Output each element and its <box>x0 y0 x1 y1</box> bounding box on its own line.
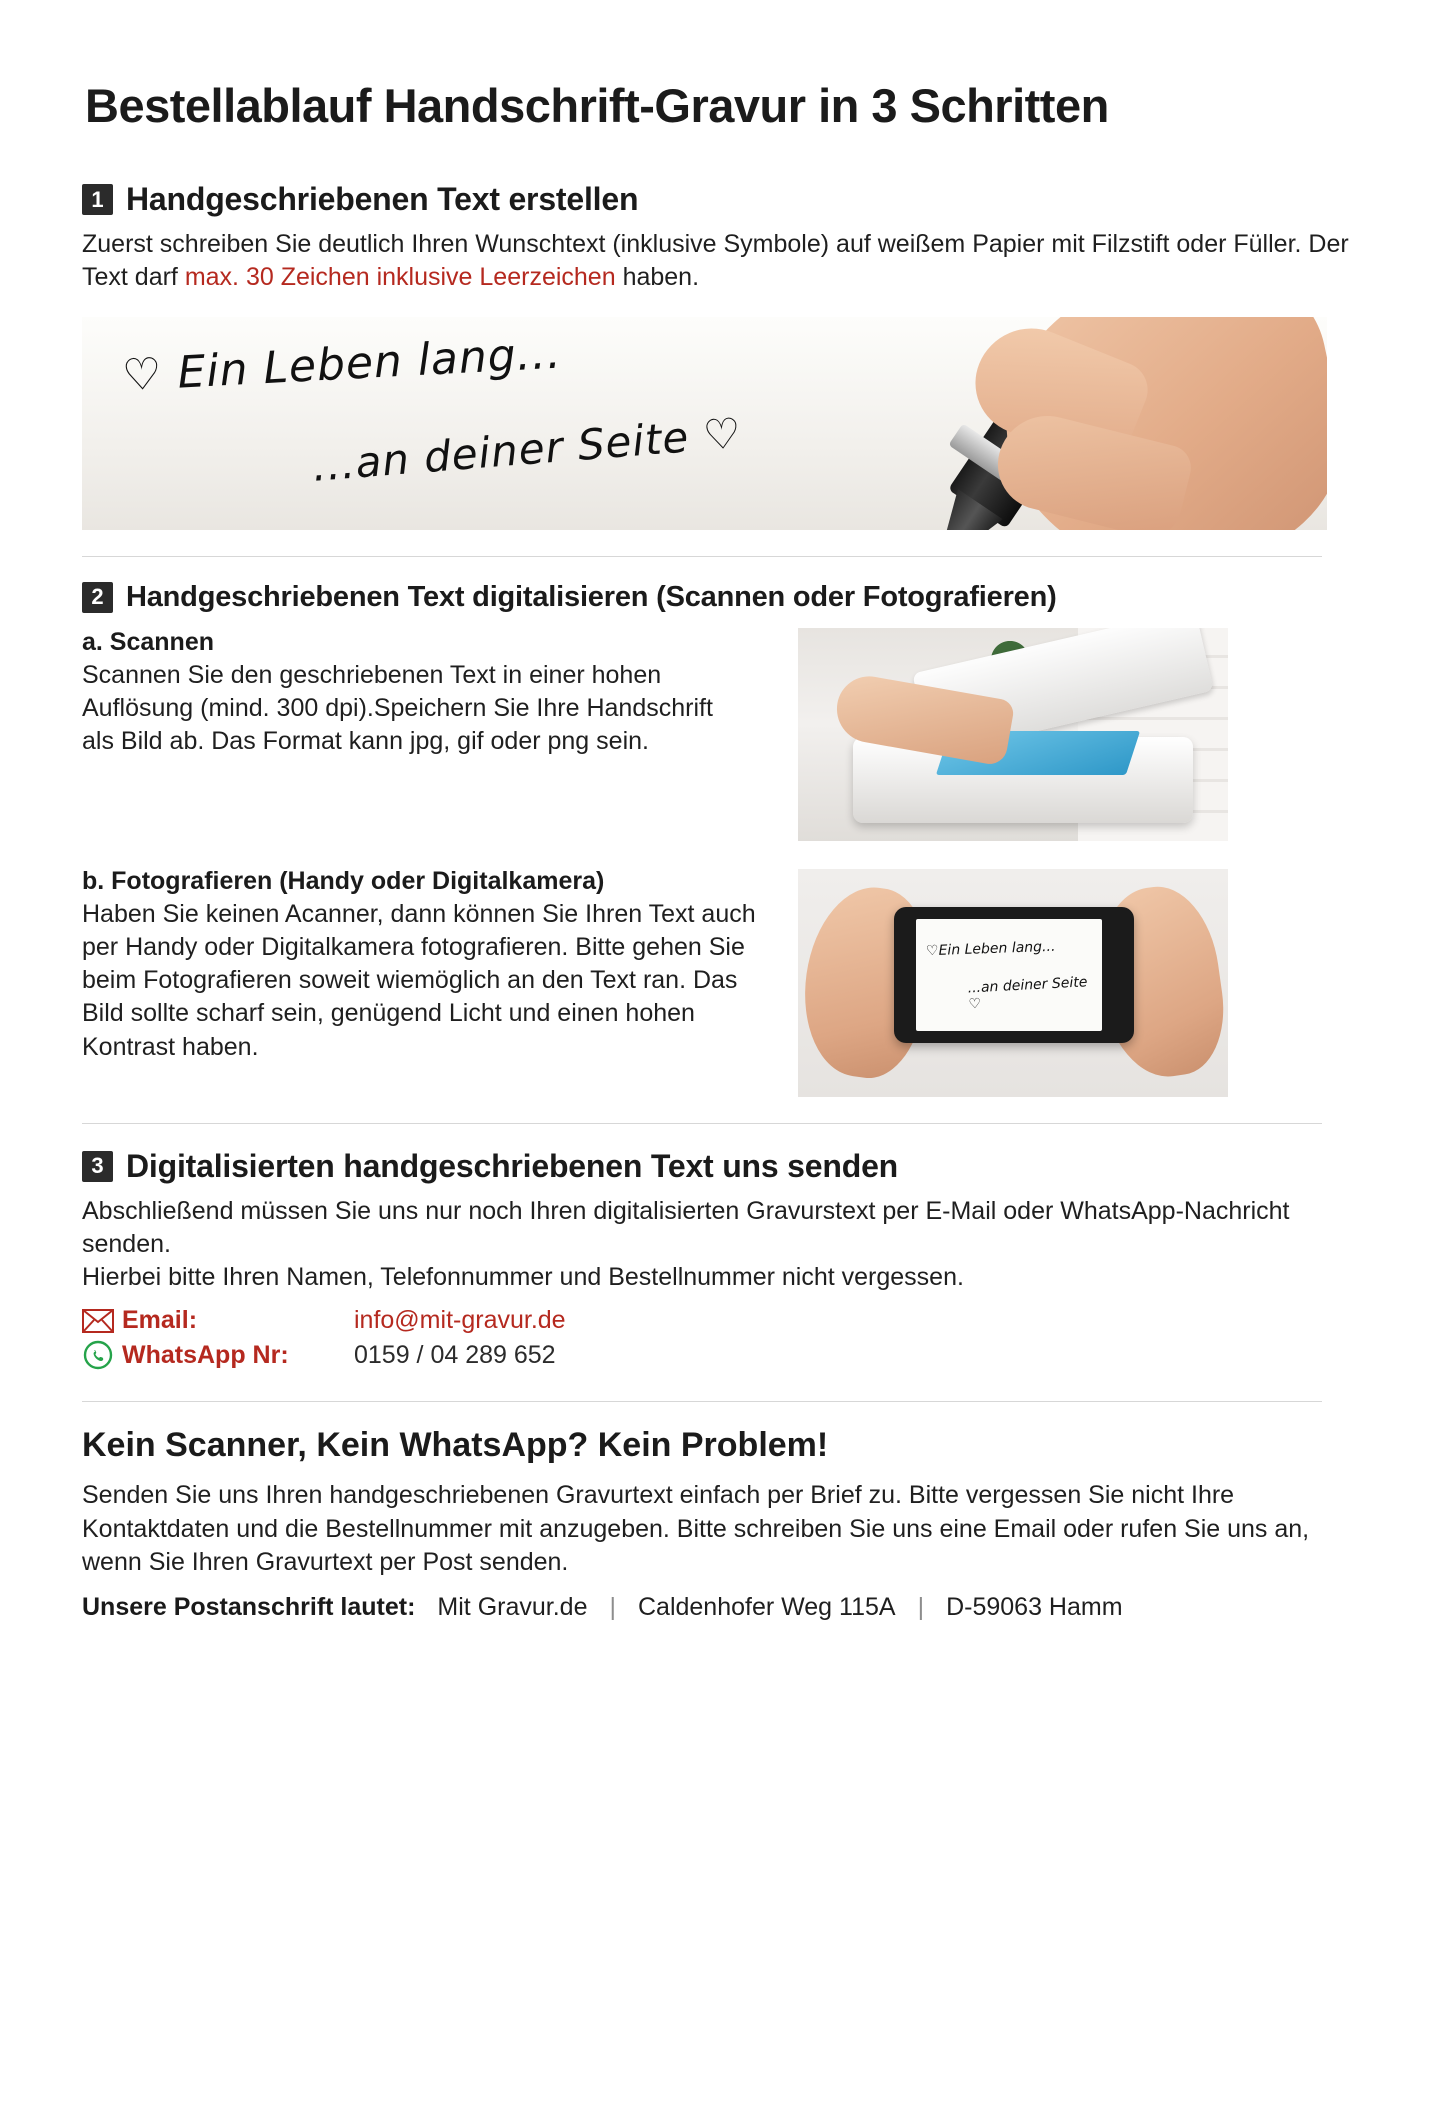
contact-row-email[interactable] <box>82 1306 1385 1335</box>
divider-3 <box>82 1401 1322 1402</box>
step-2-photo-block <box>78 863 1385 1097</box>
divider-2 <box>82 1123 1322 1124</box>
whatsapp-icon <box>82 1339 122 1371</box>
address-city: D-59063 Hamm <box>946 1593 1123 1621</box>
step-2a-image-column <box>798 624 1228 841</box>
phone-screen <box>916 919 1102 1031</box>
address-divider-2: | <box>917 1593 925 1621</box>
step-2a-heading: a. Scannen <box>82 627 214 656</box>
handwriting-line-1: ♡ Ein Leben lang... <box>120 327 563 401</box>
address-label: Unsere Postanschrift lautet: <box>82 1593 416 1621</box>
step-2a-text-column <box>78 624 798 767</box>
step-number-badge: 1 <box>82 184 113 215</box>
screen-handwriting-line-1: ♡Ein Leben lang... <box>925 938 1056 959</box>
smartphone-shape <box>894 907 1134 1043</box>
address-divider-1: | <box>609 1593 616 1621</box>
phone-photo <box>798 869 1228 1097</box>
address-company: Mit Gravur.de <box>437 1593 588 1621</box>
step-1-text-after: haben. <box>615 263 700 292</box>
step-2-title: Handgeschriebenen Text digitalisieren (Scannen oder Fotografieren) <box>126 580 1057 613</box>
step-2b-image-column <box>798 863 1228 1097</box>
contact-row-whatsapp[interactable] <box>82 1339 1385 1371</box>
screen-handwriting-line-2: ...an deiner Seite ♡ <box>967 973 1088 1012</box>
step-1-text-before: Zuerst schreiben Sie deutlich Ihren Wunschtext (inklusive Symbole) auf weißem Papier mit Filzstift oder Füller. Der Text darf <box>82 230 1349 292</box>
step-2b-text-column <box>78 863 798 1072</box>
address-street: Caldenhofer Weg 115A <box>637 1593 896 1621</box>
handwriting-photo <box>82 317 1327 530</box>
envelope-icon <box>82 1309 122 1333</box>
divider-1 <box>82 556 1322 557</box>
email-value[interactable]: info@mit-gravur.de <box>354 1306 566 1335</box>
scanner-photo <box>798 628 1228 841</box>
step-1-title: Handgeschriebenen Text erstellen <box>126 181 639 217</box>
step-1-highlight: max. 30 Zeichen inklusive Leerzeichen <box>184 263 616 292</box>
footer-text: Senden Sie uns Ihren handgeschriebenen Gravurtext einfach per Brief zu. Bitte vergessen Sie nicht Ihre Kontaktdaten und die Bestellnummer mit anzugeben. Bitte schreiben Sie uns eine Email oder rufen Sie uns an, wenn Sie Ihren Gravurtext per Post senden. <box>82 1481 1310 1576</box>
step-number-badge: 2 <box>82 582 113 613</box>
handwriting-line-2: ...an deiner Seite ♡ <box>310 407 744 491</box>
step-3-paragraph-1: Abschließend müssen Sie uns nur noch Ihren digitalisierten Gravurstext per E-Mail oder WhatsApp-Nachricht senden. <box>82 1196 1290 1258</box>
whatsapp-value[interactable]: 0159 / 04 289 652 <box>354 1340 556 1369</box>
footer-title: Kein Scanner, Kein WhatsApp? Kein Problem! <box>82 1426 829 1465</box>
step-3-header <box>82 1148 1385 1185</box>
step-number-badge: 3 <box>82 1151 113 1182</box>
email-label: Email: <box>122 1306 198 1335</box>
step-3-paragraph-2: Hierbei bitte Ihren Namen, Telefonnummer und Bestellnummer nicht vergessen. <box>82 1263 964 1291</box>
whatsapp-label: WhatsApp Nr: <box>122 1340 289 1369</box>
postal-address-row <box>82 1593 1385 1622</box>
step-2b-text: Haben Sie keinen Acanner, dann können Sie Ihren Text auch per Handy oder Digitalkamera fotografieren. Bitte gehen Sie beim Fotografieren soweit wiemöglich an den Text ran. Das Bild sollte scharf sein, genügend Licht und einen hohen Kontrast haben. <box>82 899 756 1061</box>
step-2b-heading: b. Fotografieren (Handy oder Digitalkamera) <box>82 866 605 895</box>
page-title: Bestellablauf Handschrift-Gravur in 3 Schritten <box>85 79 1109 132</box>
step-1-header <box>82 181 1385 218</box>
step-1-text <box>82 228 1385 295</box>
step-2a-text: Scannen Sie den geschriebenen Text in einer hohen Auflösung (mind. 300 dpi).Speichern Sie Ihre Handschrift als Bild ab. Das Format kann jpg, gif oder png sein. <box>82 660 713 755</box>
step-2-scan-block <box>78 624 1385 841</box>
step-2-header <box>82 581 1385 614</box>
step-3-title: Digitalisierten handgeschriebenen Text uns senden <box>126 1147 899 1184</box>
